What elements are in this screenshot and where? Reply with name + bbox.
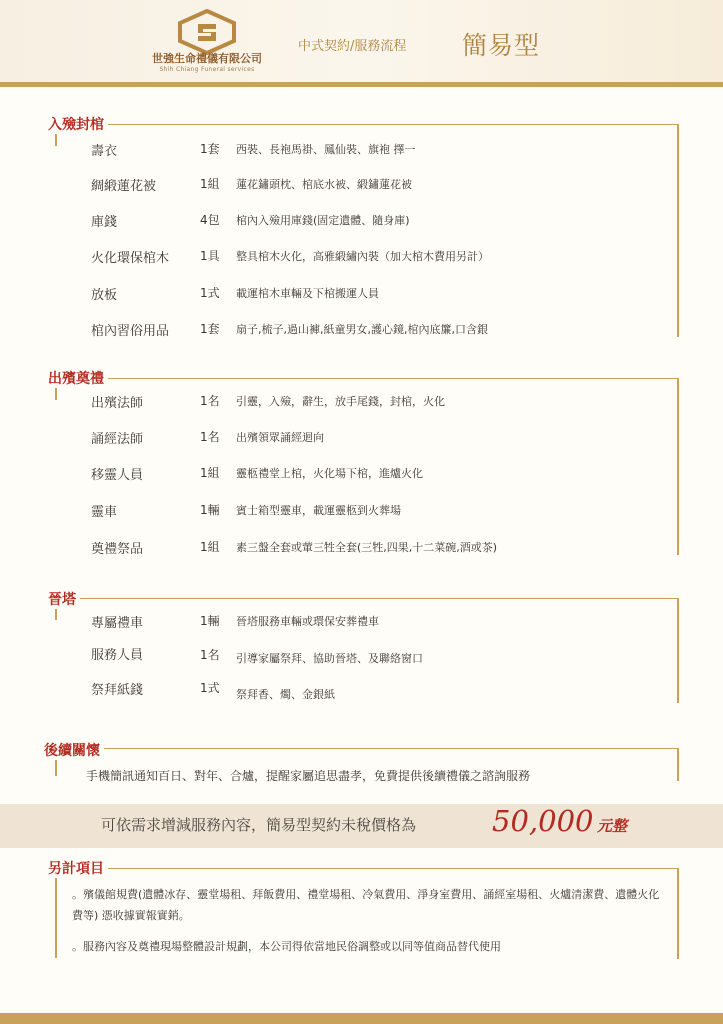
item-qty: 1輛 bbox=[200, 614, 220, 628]
page-title: 簡易型 bbox=[462, 31, 541, 60]
section-title: 入殮封棺 bbox=[48, 114, 108, 134]
item-name: 放板 bbox=[91, 288, 118, 303]
company-name: 世強生命禮儀有限公司 bbox=[152, 52, 262, 65]
list-item bbox=[0, 175, 723, 197]
price-unit: 元整 bbox=[597, 817, 628, 835]
list-item bbox=[0, 284, 723, 306]
list-item bbox=[0, 464, 723, 486]
item-name: 庫錢 bbox=[91, 215, 118, 230]
item-desc: 引導家屬祭拜、協助晉塔、及聯絡窗口 bbox=[236, 652, 423, 665]
item-name: 棺內習俗用品 bbox=[91, 324, 170, 339]
list-item bbox=[0, 501, 723, 523]
item-qty: 1組 bbox=[200, 466, 220, 480]
extra-note: 。服務內容及奠禮現場整體設計規劃，本公司得依當地民俗調整或以同等值商品替代使用 bbox=[72, 940, 501, 953]
company-name-en: Shih Chiang Funeral services bbox=[159, 66, 255, 73]
item-desc: 扇子,梳子,過山褲,紙童男女,護心鏡,棺內底簾,口含銀 bbox=[236, 323, 488, 336]
item-qty: 1名 bbox=[200, 648, 220, 662]
list-item bbox=[0, 247, 723, 269]
footer-bar bbox=[0, 1013, 723, 1024]
follow-up-text: 手機簡訊通知百日、對年、合爐，提醒家屬追思盡孝，免費提供後續禮儀之諮詢服務 bbox=[86, 769, 531, 783]
item-name: 綢緞蓮花被 bbox=[91, 179, 157, 194]
price-text: 可依需求增減服務內容，簡易型契約未稅價格為 bbox=[101, 816, 417, 834]
item-desc: 西裝、長袍馬褂、鳳仙裝、旗袍 擇一 bbox=[236, 143, 416, 156]
item-qty: 1具 bbox=[200, 249, 220, 263]
item-qty: 1組 bbox=[200, 177, 220, 191]
item-name: 專屬禮車 bbox=[91, 616, 144, 631]
section-title: 另計項目 bbox=[48, 858, 108, 878]
item-name: 奠禮祭品 bbox=[91, 542, 144, 557]
header-subtitle: 中式契約/服務流程 bbox=[298, 39, 407, 54]
item-desc: 棺內入殮用庫錢(固定遺體、隨身庫) bbox=[236, 214, 410, 227]
item-qty: 1名 bbox=[200, 430, 220, 444]
item-name: 靈車 bbox=[91, 505, 118, 520]
item-desc: 祭拜香、燭、金銀紙 bbox=[236, 688, 335, 701]
item-qty: 1式 bbox=[200, 681, 220, 695]
list-item bbox=[0, 644, 723, 666]
item-desc: 蓮花鏽頭枕、棺底水被、緞鏽蓮花被 bbox=[236, 178, 412, 191]
price-value: 50,000 bbox=[492, 804, 594, 838]
item-desc: 載運棺木車輛及下棺搬運人員 bbox=[236, 287, 379, 300]
list-item bbox=[0, 392, 723, 414]
list-item bbox=[0, 428, 723, 450]
item-qty: 1輛 bbox=[200, 503, 220, 517]
list-item bbox=[0, 679, 723, 701]
section-title: 出殯奠禮 bbox=[48, 368, 108, 388]
item-desc: 整具棺木火化，高雅緞繡內裝（加大棺木費用另計） bbox=[236, 250, 489, 263]
header-divider bbox=[0, 82, 723, 87]
item-desc: 靈柩禮堂上棺，火化場下棺，進爐火化 bbox=[236, 467, 423, 480]
list-item bbox=[0, 612, 723, 634]
item-qty: 1組 bbox=[200, 540, 220, 554]
item-name: 出殯法師 bbox=[91, 396, 144, 411]
item-qty: 1套 bbox=[200, 322, 220, 336]
item-name: 火化環保棺木 bbox=[91, 251, 170, 266]
list-item bbox=[0, 538, 723, 560]
item-desc: 素三盤全套或葷三牲全套(三牲,四果,十二菜碗,酒或茶) bbox=[236, 541, 498, 554]
item-qty: 4包 bbox=[200, 213, 220, 227]
list-item bbox=[0, 140, 723, 162]
item-name: 誦經法師 bbox=[91, 432, 144, 447]
item-desc: 出殯領眾誦經迴向 bbox=[236, 431, 324, 444]
item-qty: 1套 bbox=[200, 142, 220, 156]
section-title: 晉塔 bbox=[48, 589, 80, 609]
company-logo-icon bbox=[176, 9, 238, 55]
item-name: 壽衣 bbox=[91, 144, 118, 159]
item-desc: 賓士箱型靈車，載運靈柩到火葬場 bbox=[236, 504, 401, 517]
extra-frame-left bbox=[55, 876, 57, 958]
extra-note: 。殯儀館規費(遺體冰存、靈堂場租、拜飯費用、禮堂場租、冷氣費用、淨身室費用、誦經室場租、火爐清潔費、遺體火化費等) 憑收據實報實銷。 bbox=[72, 888, 660, 922]
item-qty: 1式 bbox=[200, 286, 220, 300]
section-title: 後續關懷 bbox=[44, 740, 104, 760]
list-item bbox=[0, 320, 723, 342]
item-name: 移靈人員 bbox=[91, 468, 144, 483]
page-header bbox=[0, 0, 723, 86]
item-desc: 晉塔服務車輛或環保安葬禮車 bbox=[236, 615, 379, 628]
list-item bbox=[0, 211, 723, 233]
item-name: 祭拜紙錢 bbox=[91, 683, 144, 698]
item-desc: 引靈，入殮，辭生，放手尾錢，封棺，火化 bbox=[236, 395, 445, 408]
item-qty: 1名 bbox=[200, 394, 220, 408]
item-name: 服務人員 bbox=[91, 648, 144, 663]
